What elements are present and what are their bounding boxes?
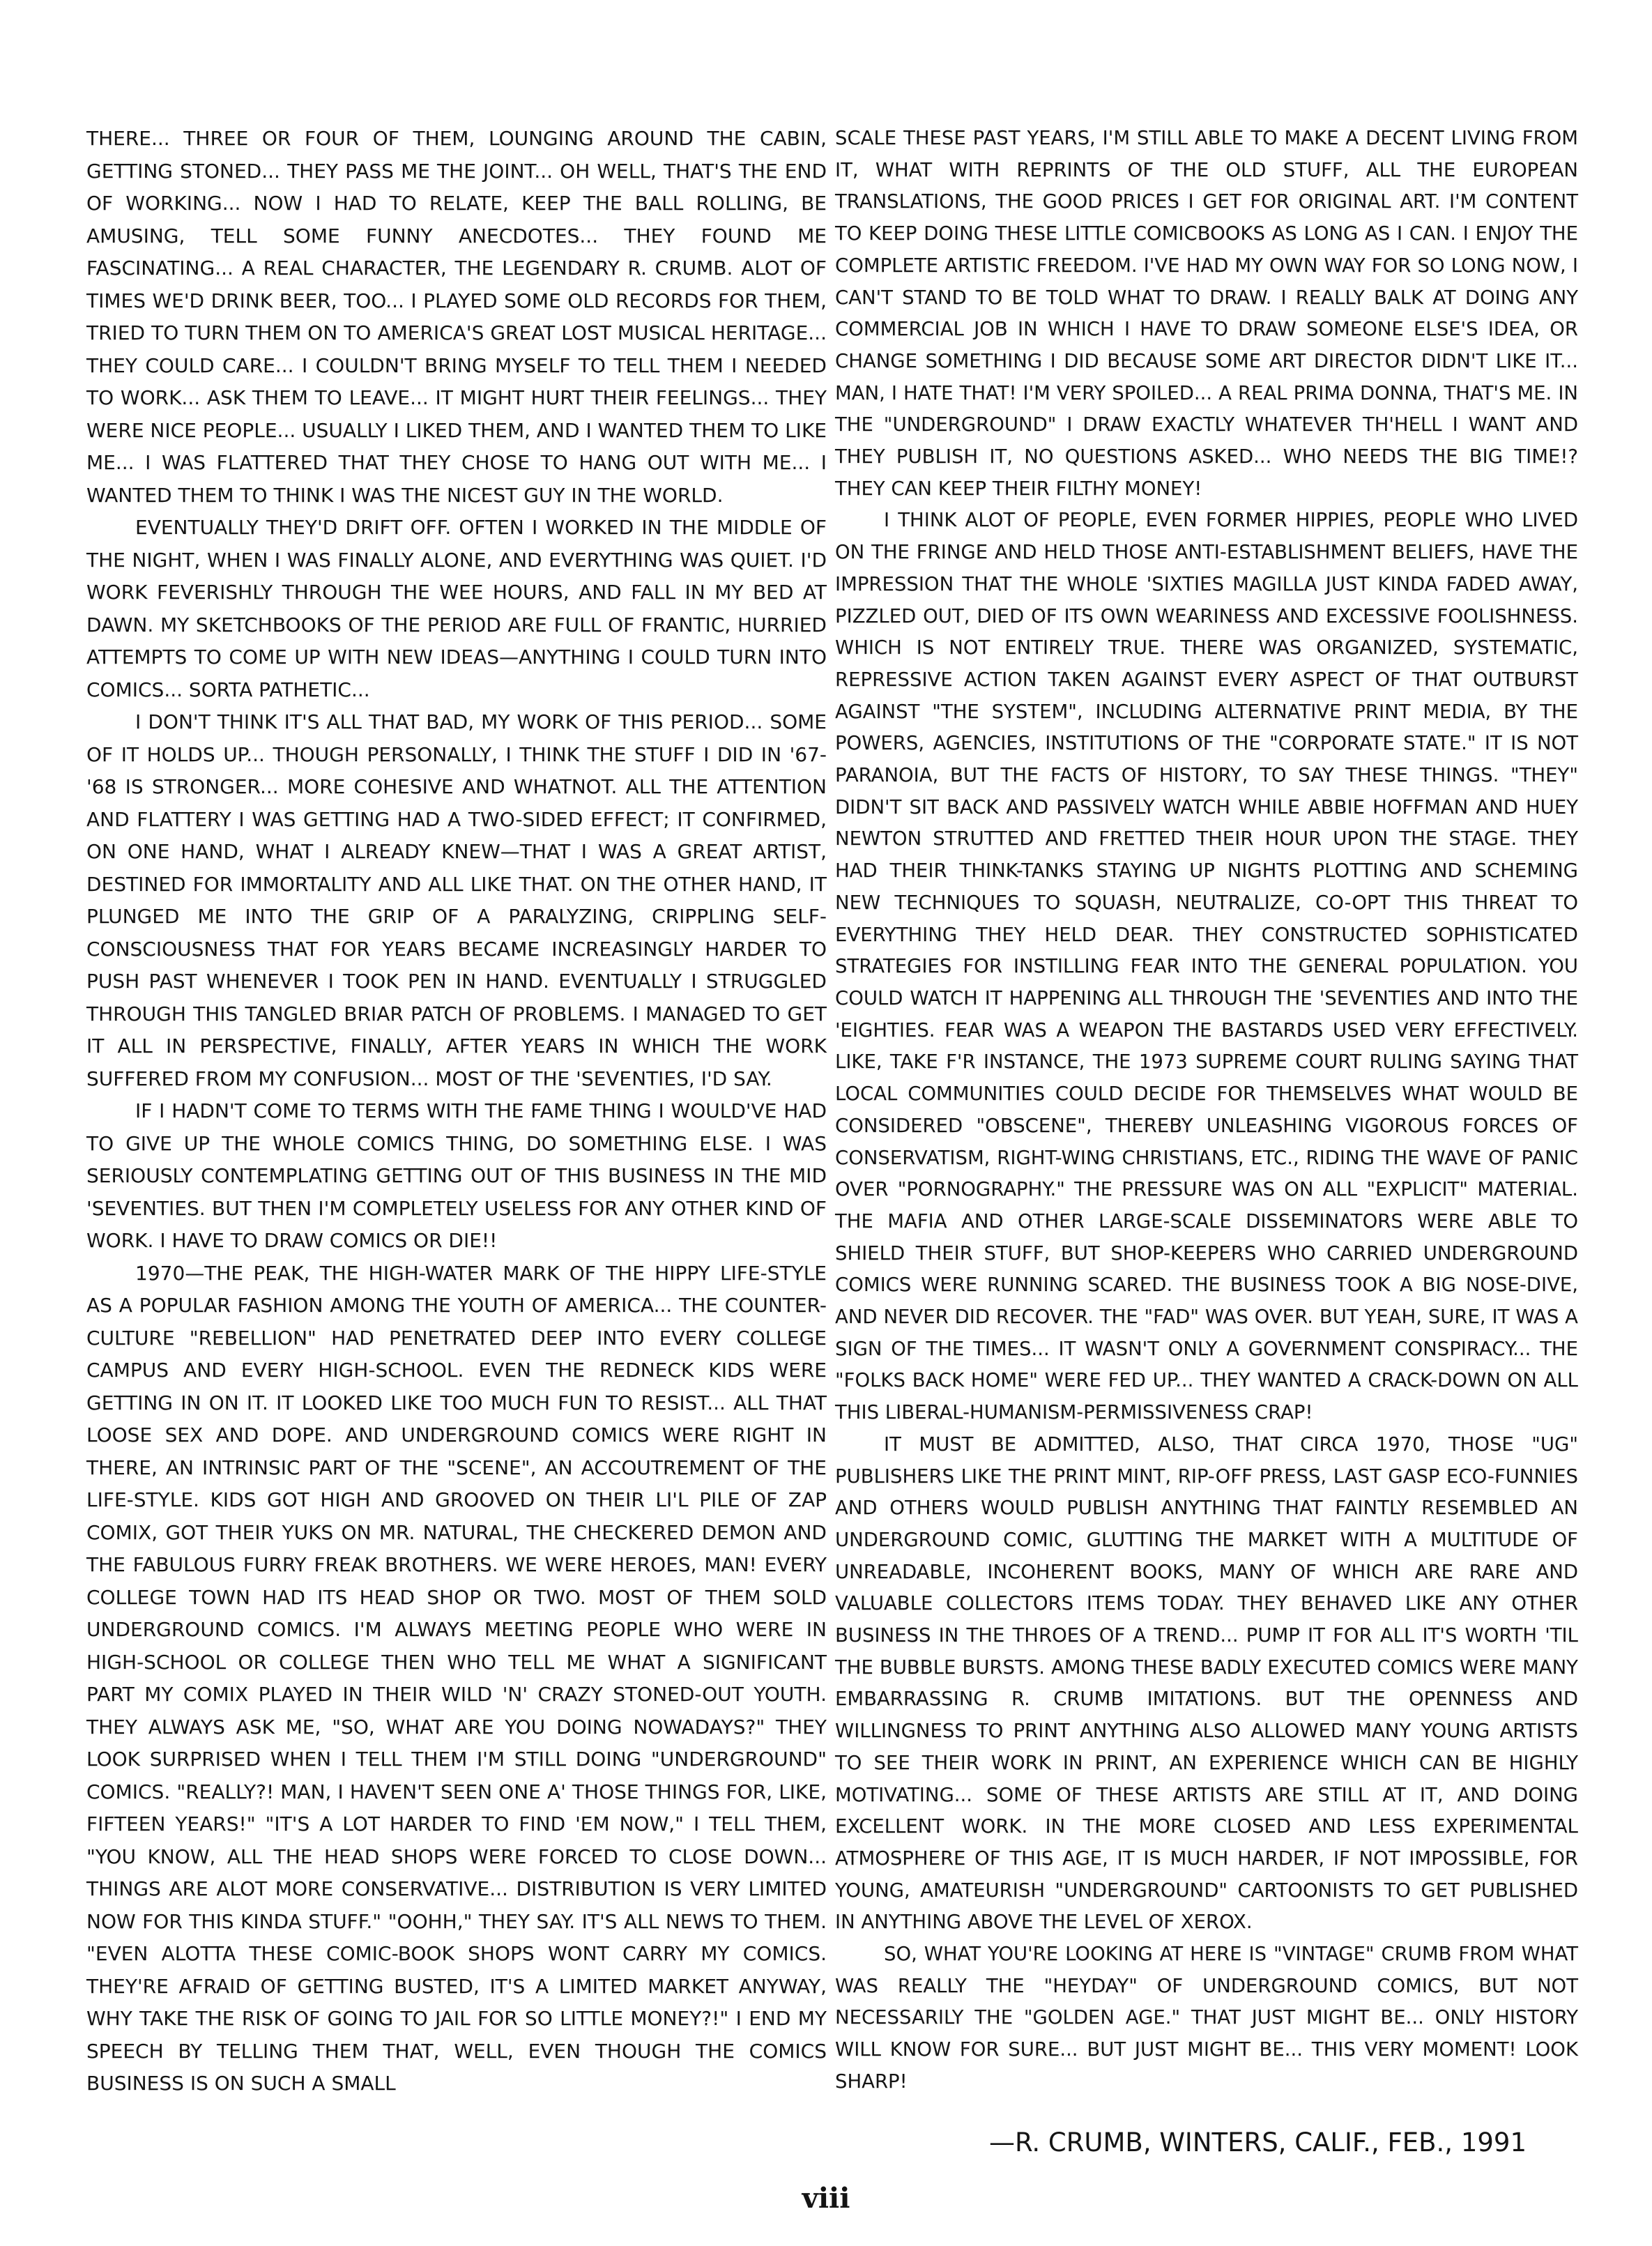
left-column <box>86 123 827 2116</box>
paragraph: 1970—THE PEAK, THE HIGH-WATER MARK OF THE HIPPY LIFE-STYLE AS A POPULAR FASHION AMONG THE YOUTH OF AMERICA... THE COUNTER-CULTURE "REBELLION" HAD PENETRATED DEEP INTO EVERY COLLEGE CAMPUS AND EVERY HIGH-SCHOOL. EVEN THE REDNECK KIDS WERE GETTING IN ON IT. IT LOOKED LIKE TOO MUCH FUN TO RESIST... ALL THAT LOOSE SEX AND DOPE. AND UNDERGROUND COMICS WERE RIGHT IN THERE, AN INTRINSIC PART OF THE "SCENE", AN ACCOUTREMENT OF THE LIFE-STYLE. KIDS GOT HIGH AND GROOVED ON THEIR LI'L PILE OF ZAP COMIX, GOT THEIR YUKS ON MR. NATURAL, THE CHECKERED DEMON AND THE FABULOUS FURRY FREAK BROTHERS. WE WERE HEROES, MAN! EVERY COLLEGE TOWN HAD ITS HEAD SHOP OR TWO. MOST OF THEM SOLD UNDERGROUND COMICS. I'M ALWAYS MEETING PEOPLE WHO WERE IN HIGH-SCHOOL OR COLLEGE THEN WHO TELL ME WHAT A SIGNIFICANT PART MY COMIX PLAYED IN THEIR WILD 'N' CRAZY STONED-OUT YOUTH. THEY ALWAYS ASK ME, "SO, WHAT ARE YOU DOING NOWADAYS?" THEY LOOK SURPRISED WHEN I TELL THEM I'M STILL DOING "UNDERGROUND" COMICS. "REALLY?! MAN, I HAVEN'T SEEN ONE A' THOSE THINGS FOR, LIKE, FIFTEEN YEARS!" "IT'S A LOT HARDER TO FIND 'EM NOW," I TELL THEM, "YOU KNOW, ALL THE HEAD SHOPS WERE FORCED TO CLOSE DOWN... THINGS ARE ALOT MORE CONSERVATIVE... DISTRIBUTION IS VERY LIMITED NOW FOR THIS KINDA STUFF." "OOHH," THEY SAY. IT'S ALL NEWS TO THEM. "EVEN ALOTTA THESE COMIC-BOOK SHOPS WONT CARRY MY COMICS. THEY'RE AFRAID OF GETTING BUSTED, IT'S A LIMITED MARKET ANYWAY, WHY TAKE THE RISK OF GOING TO JAIL FOR SO LITTLE MONEY?!" I END MY SPEECH BY TELLING THEM THAT, WELL, EVEN THOUGH THE COMICS BUSINESS IS ON SUCH A SMALL <box>86 1261 827 2095</box>
paragraph: THERE... THREE OR FOUR OF THEM, LOUNGING AROUND THE CABIN, GETTING STONED... THEY PASS ME THE JOINT... OH WELL, THAT'S THE END OF WORKING... NOW I HAD TO RELATE, KEEP THE BALL ROLLING, BE AMUSING, TELL SOME FUNNY ANECDOTES... THEY FOUND ME FASCINATING... A REAL CHARACTER, THE LEGENDARY R. CRUMB. ALOT OF TIMES WE'D DRINK BEER, TOO... I PLAYED SOME OLD RECORDS FOR THEM, TRIED TO TURN THEM ON TO AMERICA'S GREAT LOST MUSICAL HERITAGE... THEY COULD CARE... I COULDN'T BRING MYSELF TO TELL THEM I NEEDED TO WORK... ASK THEM TO LEAVE... IT MIGHT HURT THEIR FEELINGS... THEY WERE NICE PEOPLE... USUALLY I LIKED THEM, AND I WANTED THEM TO LIKE ME... I WAS FLATTERED THAT THEY CHOSE TO HANG OUT WITH ME... I WANTED THEM TO THINK I WAS THE NICEST GUY IN THE WORLD. <box>86 127 827 507</box>
paragraph: I THINK ALOT OF PEOPLE, EVEN FORMER HIPPIES, PEOPLE WHO LIVED ON THE FRINGE AND HELD THOSE ANTI-ESTABLISHMENT BELIEFS, HAVE THE IMPRESSION THAT THE WHOLE 'SIXTIES MAGILLA JUST KINDA FADED AWAY, PIZZLED OUT, DIED OF ITS OWN WEARINESS AND EXCESSIVE FOOLISHNESS. WHICH IS NOT ENTIRELY TRUE. THERE WAS ORGANIZED, SYSTEMATIC, REPRESSIVE ACTION TAKEN AGAINST EVERY ASPECT OF THAT OUTBURST AGAINST "THE SYSTEM", INCLUDING ALTERNATIVE PRINT MEDIA, BY THE POWERS, AGENCIES, INSTITUTIONS OF THE "CORPORATE STATE." IT IS NOT PARANOIA, BUT THE FACTS OF HISTORY, TO SAY THESE THINGS. "THEY" DIDN'T SIT BACK AND PASSIVELY WATCH WHILE ABBIE HOFFMAN AND HUEY NEWTON STRUTTED AND FRETTED THEIR HOUR UPON THE STAGE. THEY HAD THEIR THINK-TANKS STAYING UP NIGHTS PLOTTING AND SCHEMING NEW TECHNIQUES TO SQUASH, NEUTRALIZE, CO-OPT THIS THREAT TO EVERYTHING THEY HELD DEAR. THEY CONSTRUCTED SOPHISTICATED STRATEGIES FOR INSTILLING FEAR INTO THE GENERAL POPULATION. YOU COULD WATCH IT HAPPENING ALL THROUGH THE 'SEVENTIES AND INTO THE 'EIGHTIES. FEAR WAS A WEAPON THE BASTARDS USED VERY EFFECTIVELY. LIKE, TAKE F'R INSTANCE, THE 1973 SUPREME COURT RULING SAYING THAT LOCAL COMMUNITIES COULD DECIDE FOR THEMSELVES WHAT WOULD BE CONSIDERED "OBSCENE", THEREBY UNLEASHING VIGOROUS FORCES OF CONSERVATISM, RIGHT-WING CHRISTIANS, ETC., RIDING THE WAVE OF PANIC OVER "PORNOGRAPHY." THE PRESSURE WAS ON ALL "EXPLICIT" MATERIAL. THE MAFIA AND OTHER LARGE-SCALE DISSEMINATORS WERE ABLE TO SHIELD THEIR STUFF, BUT SHOP-KEEPERS WHO CARRIED UNDERGROUND COMICS WERE RUNNING SCARED. THE BUSINESS TOOK A BIG NOSE-DIVE, AND NEVER DID RECOVER. THE "FAD" WAS OVER. BUT YEAH, SURE, IT WAS A SIGN OF THE TIMES... IT WASN'T ONLY A GOVERNMENT CONSPIRACY... THE "FOLKS BACK HOME" WERE FED UP... THEY WANTED A CRACK-DOWN ON ALL THIS LIBERAL-HUMANISM-PERMISSIVENESS CRAP! <box>835 509 1578 1424</box>
paragraph: EVENTUALLY THEY'D DRIFT OFF. OFTEN I WORKED IN THE MIDDLE OF THE NIGHT, WHEN I WAS FINALLY ALONE, AND EVERYTHING WAS QUIET. I'D WORK FEVERISHLY THROUGH THE WEE HOURS, AND FALL IN MY BED AT DAWN. MY SKETCHBOOKS OF THE PERIOD ARE FULL OF FRANTIC, HURRIED ATTEMPTS TO COME UP WITH NEW IDEAS—ANYTHING I COULD TURN INTO COMICS... SORTA PATHETIC... <box>86 516 827 701</box>
paragraph: I DON'T THINK IT'S ALL THAT BAD, MY WORK OF THIS PERIOD... SOME OF IT HOLDS UP... THOUGH PERSONALLY, I THINK THE STUFF I DID IN '67-'68 IS STRONGER... MORE COHESIVE AND WHATNOT. ALL THE ATTENTION AND FLATTERY I WAS GETTING HAD A TWO-SIDED EFFECT; IT CONFIRMED, ON ONE HAND, WHAT I ALREADY KNEW—THAT I WAS A GREAT ARTIST, DESTINED FOR IMMORTALITY AND ALL LIKE THAT. ON THE OTHER HAND, IT PLUNGED ME INTO THE GRIP OF A PARALYZING, CRIPPLING SELF-CONSCIOUSNESS THAT FOR YEARS BECAME INCREASINGLY HARDER TO PUSH PAST WHENEVER I TOOK PEN IN HAND. EVENTUALLY I STRUGGLED THROUGH THIS TANGLED BRIAR PATCH OF PROBLEMS. I MANAGED TO GET IT ALL IN PERSPECTIVE, FINALLY, AFTER YEARS IN WHICH THE WORK SUFFERED FROM MY CONFUSION... MOST OF THE 'SEVENTIES, I'D SAY. <box>86 710 827 1090</box>
page-number: viii <box>802 2182 850 2215</box>
right-column <box>835 123 1578 2116</box>
author-signature: —R. CRUMB, WINTERS, CALIF., FEB., 1991 <box>988 2127 1527 2157</box>
paragraph: SCALE THESE PAST YEARS, I'M STILL ABLE TO MAKE A DECENT LIVING FROM IT, WHAT WITH REPRINTS OF THE OLD STUFF, ALL THE EUROPEAN TRANSLATIONS, THE GOOD PRICES I GET FOR ORIGINAL ART. I'M CONTENT TO KEEP DOING THESE LITTLE COMICBOOKS AS LONG AS I CAN. I ENJOY THE COMPLETE ARTISTIC FREEDOM. I'VE HAD MY OWN WAY FOR SO LONG NOW, I CAN'T STAND TO BE TOLD WHAT TO DRAW. I REALLY BALK AT DOING ANY COMMERCIAL JOB IN WHICH I HAVE TO DRAW SOMEONE ELSE'S IDEA, OR CHANGE SOMETHING I DID BECAUSE SOME ART DIRECTOR DIDN'T LIKE IT... MAN, I HATE THAT! I'M VERY SPOILED... A REAL PRIMA DONNA, THAT'S ME. IN THE "UNDERGROUND" I DRAW EXACTLY WHATEVER TH'HELL I WANT AND THEY PUBLISH IT, NO QUESTIONS ASKED... WHO NEEDS THE BIG TIME!? THEY CAN KEEP THEIR FILTHY MONEY! <box>835 127 1578 500</box>
paragraph: IF I HADN'T COME TO TERMS WITH THE FAME THING I WOULD'VE HAD TO GIVE UP THE WHOLE COMICS THING, DO SOMETHING ELSE. I WAS SERIOUSLY CONTEMPLATING GETTING OUT OF THIS BUSINESS IN THE MID 'SEVENTIES. BUT THEN I'M COMPLETELY USELESS FOR ANY OTHER KIND OF WORK. I HAVE TO DRAW COMICS OR DIE!! <box>86 1099 827 1252</box>
paragraph: SO, WHAT YOU'RE LOOKING AT HERE IS "VINTAGE" CRUMB FROM WHAT WAS REALLY THE "HEYDAY" OF UNDERGROUND COMICS, BUT NOT NECESSARILY THE "GOLDEN AGE." THAT JUST MIGHT BE... ONLY HISTORY WILL KNOW FOR SURE... BUT JUST MIGHT BE... THIS VERY MOMENT! LOOK SHARP! <box>835 1943 1578 2093</box>
paragraph: IT MUST BE ADMITTED, ALSO, THAT CIRCA 1970, THOSE "UG" PUBLISHERS LIKE THE PRINT MINT, RIP-OFF PRESS, LAST GASP ECO-FUNNIES AND OTHERS WOULD PUBLISH ANYTHING THAT FAINTLY RESEMBLED AN UNDERGROUND COMIC, GLUTTING THE MARKET WITH A MULTITUDE OF UNREADABLE, INCOHERENT BOOKS, MANY OF WHICH ARE RARE AND VALUABLE COLLECTORS ITEMS TODAY. THEY BEHAVED LIKE ANY OTHER BUSINESS IN THE THROES OF A TREND... PUMP IT FOR ALL IT'S WORTH 'TIL THE BUBBLE BURSTS. AMONG THESE BADLY EXECUTED COMICS WERE MANY EMBARRASSING R. CRUMB IMITATIONS. BUT THE OPENNESS AND WILLINGNESS TO PRINT ANYTHING ALSO ALLOWED MANY YOUNG ARTISTS TO SEE THEIR WORK IN PRINT, AN EXPERIENCE WHICH CAN BE HIGHLY MOTIVATING... SOME OF THESE ARTISTS ARE STILL AT IT, AND DOING EXCELLENT WORK. IN THE MORE CLOSED AND LESS EXPERIMENTAL ATMOSPHERE OF THIS AGE, IT IS MUCH HARDER, IF NOT IMPOSSIBLE, FOR YOUNG, AMATEURISH "UNDERGROUND" CARTOONISTS TO GET PUBLISHED IN ANYTHING ABOVE THE LEVEL OF XEROX. <box>835 1433 1578 1934</box>
